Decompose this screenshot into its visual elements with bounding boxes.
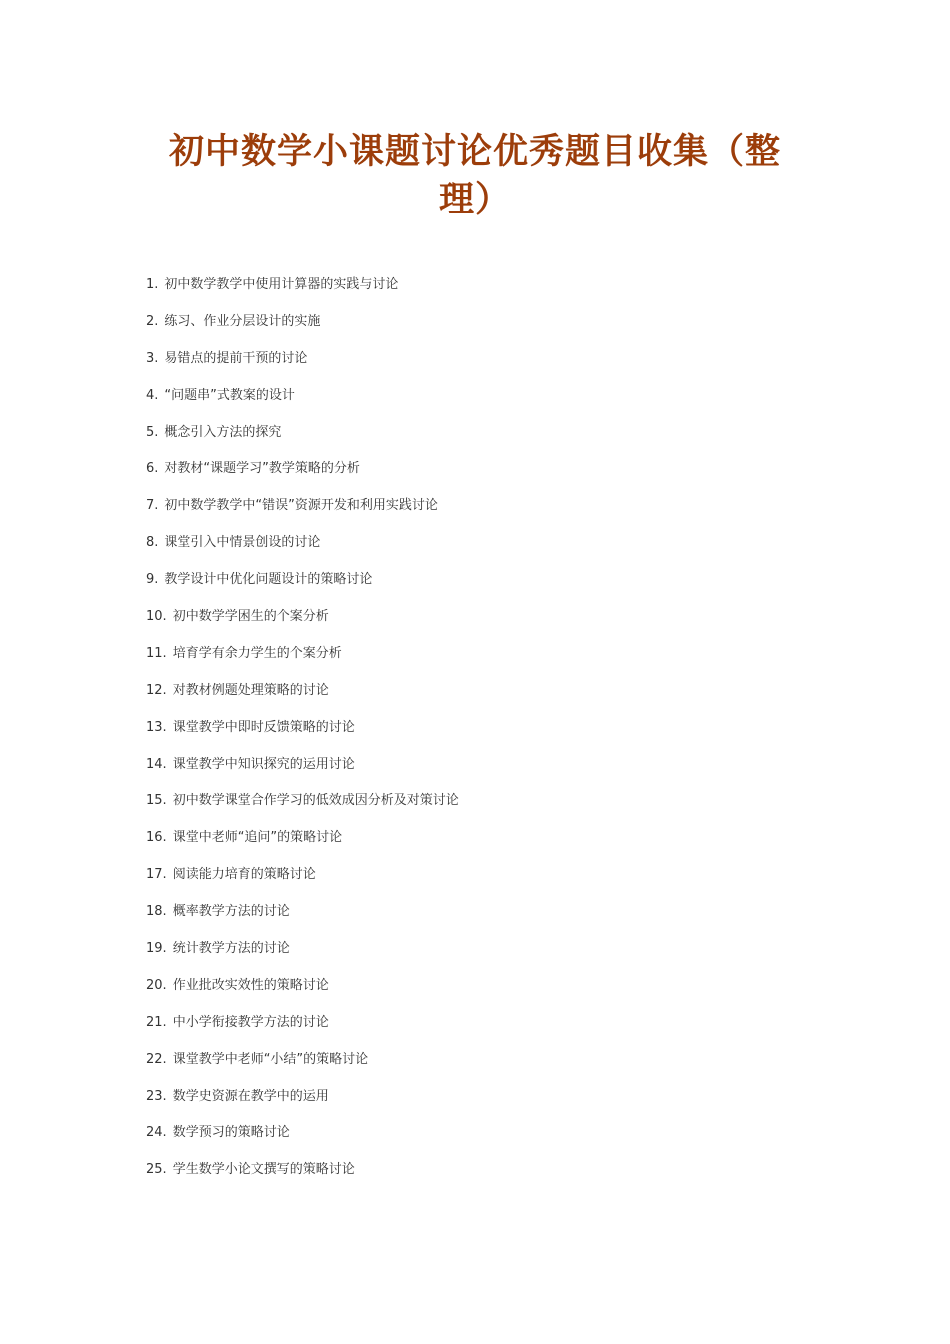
list-item	[146, 717, 459, 754]
topic-number: 4.	[146, 387, 159, 403]
list-item	[146, 1086, 459, 1123]
list-item	[146, 1049, 459, 1086]
topic-text: 易错点的提前干预的讨论	[164, 350, 308, 366]
list-item	[146, 1012, 459, 1049]
topic-text: 培育学有余力学生的个案分析	[172, 645, 342, 661]
topic-text: 作业批改实效性的策略讨论	[172, 977, 329, 993]
topic-number: 23.	[146, 1088, 167, 1104]
topic-text: 对教材例题处理策略的讨论	[172, 682, 329, 698]
topic-number: 3.	[146, 350, 159, 366]
topic-number: 20.	[146, 977, 167, 993]
topic-number: 14.	[146, 756, 167, 772]
document-title: 初中数学小课题讨论优秀题目收集（整理）	[168, 131, 781, 220]
topic-number: 5.	[146, 424, 159, 440]
topic-text: 阅读能力培育的策略讨论	[172, 867, 316, 883]
list-item	[146, 495, 459, 532]
list-item	[146, 348, 459, 385]
list-item	[146, 385, 459, 422]
topic-text: 对教材“课题学习”教学策略的分析	[164, 461, 360, 477]
topic-text: “问题串”式教案的设计	[164, 387, 295, 403]
topic-number: 1.	[146, 277, 159, 292]
topic-text: 课堂教学中老师“小结”的策略讨论	[172, 1051, 369, 1067]
list-item	[146, 458, 459, 495]
topic-text: 初中数学教学中使用计算器的实践与讨论	[164, 277, 399, 292]
topic-text: 数学史资源在教学中的运用	[172, 1088, 329, 1104]
list-item	[146, 311, 459, 348]
list-item	[146, 569, 459, 606]
topic-number: 2.	[146, 313, 159, 329]
topic-list	[146, 274, 459, 1196]
topic-text: 练习、作业分层设计的实施	[164, 313, 321, 329]
topic-text: 概念引入方法的探究	[164, 424, 282, 440]
list-item	[146, 790, 459, 827]
topic-number: 6.	[146, 461, 159, 477]
list-item	[146, 274, 459, 311]
topic-number: 11.	[146, 645, 167, 661]
topic-number: 10.	[146, 609, 167, 625]
topic-text: 初中数学课堂合作学习的低效成因分析及对策讨论	[172, 793, 459, 809]
topic-number: 7.	[146, 498, 159, 514]
list-item	[146, 1159, 459, 1196]
topic-number: 24.	[146, 1125, 167, 1141]
topic-text: 学生数学小论文撰写的策略讨论	[172, 1162, 355, 1178]
list-item	[146, 901, 459, 938]
topic-text: 初中数学教学中“错误”资源开发和利用实践讨论	[164, 498, 438, 514]
list-item	[146, 754, 459, 791]
topic-number: 21.	[146, 1014, 167, 1030]
topic-text: 初中数学学困生的个案分析	[172, 609, 329, 625]
list-item	[146, 606, 459, 643]
topic-number: 8.	[146, 535, 159, 551]
topic-text: 课堂教学中即时反馈策略的讨论	[172, 719, 355, 735]
topic-number: 15.	[146, 793, 167, 809]
list-item	[146, 938, 459, 975]
list-item	[146, 827, 459, 864]
topic-text: 课堂引入中情景创设的讨论	[164, 535, 321, 551]
list-item	[146, 532, 459, 569]
topic-text: 教学设计中优化问题设计的策略讨论	[164, 572, 373, 588]
topic-number: 16.	[146, 830, 167, 846]
topic-number: 19.	[146, 941, 167, 957]
list-item	[146, 975, 459, 1012]
topic-number: 25.	[146, 1162, 167, 1178]
list-item	[146, 680, 459, 717]
topic-number: 9.	[146, 572, 159, 588]
topic-number: 17.	[146, 867, 167, 883]
topic-text: 概率教学方法的讨论	[172, 904, 290, 920]
topic-text: 课堂中老师“追问”的策略讨论	[172, 830, 343, 846]
topic-number: 18.	[146, 904, 167, 920]
topic-number: 13.	[146, 719, 167, 735]
topic-text: 中小学衔接教学方法的讨论	[172, 1014, 329, 1030]
topic-number: 22.	[146, 1051, 167, 1067]
topic-number: 12.	[146, 682, 167, 698]
topic-text: 统计教学方法的讨论	[172, 941, 290, 957]
list-item	[146, 864, 459, 901]
list-item	[146, 1122, 459, 1159]
list-item	[146, 422, 459, 459]
list-item	[146, 643, 459, 680]
topic-text: 数学预习的策略讨论	[172, 1125, 290, 1141]
topic-text: 课堂教学中知识探究的运用讨论	[172, 756, 355, 772]
